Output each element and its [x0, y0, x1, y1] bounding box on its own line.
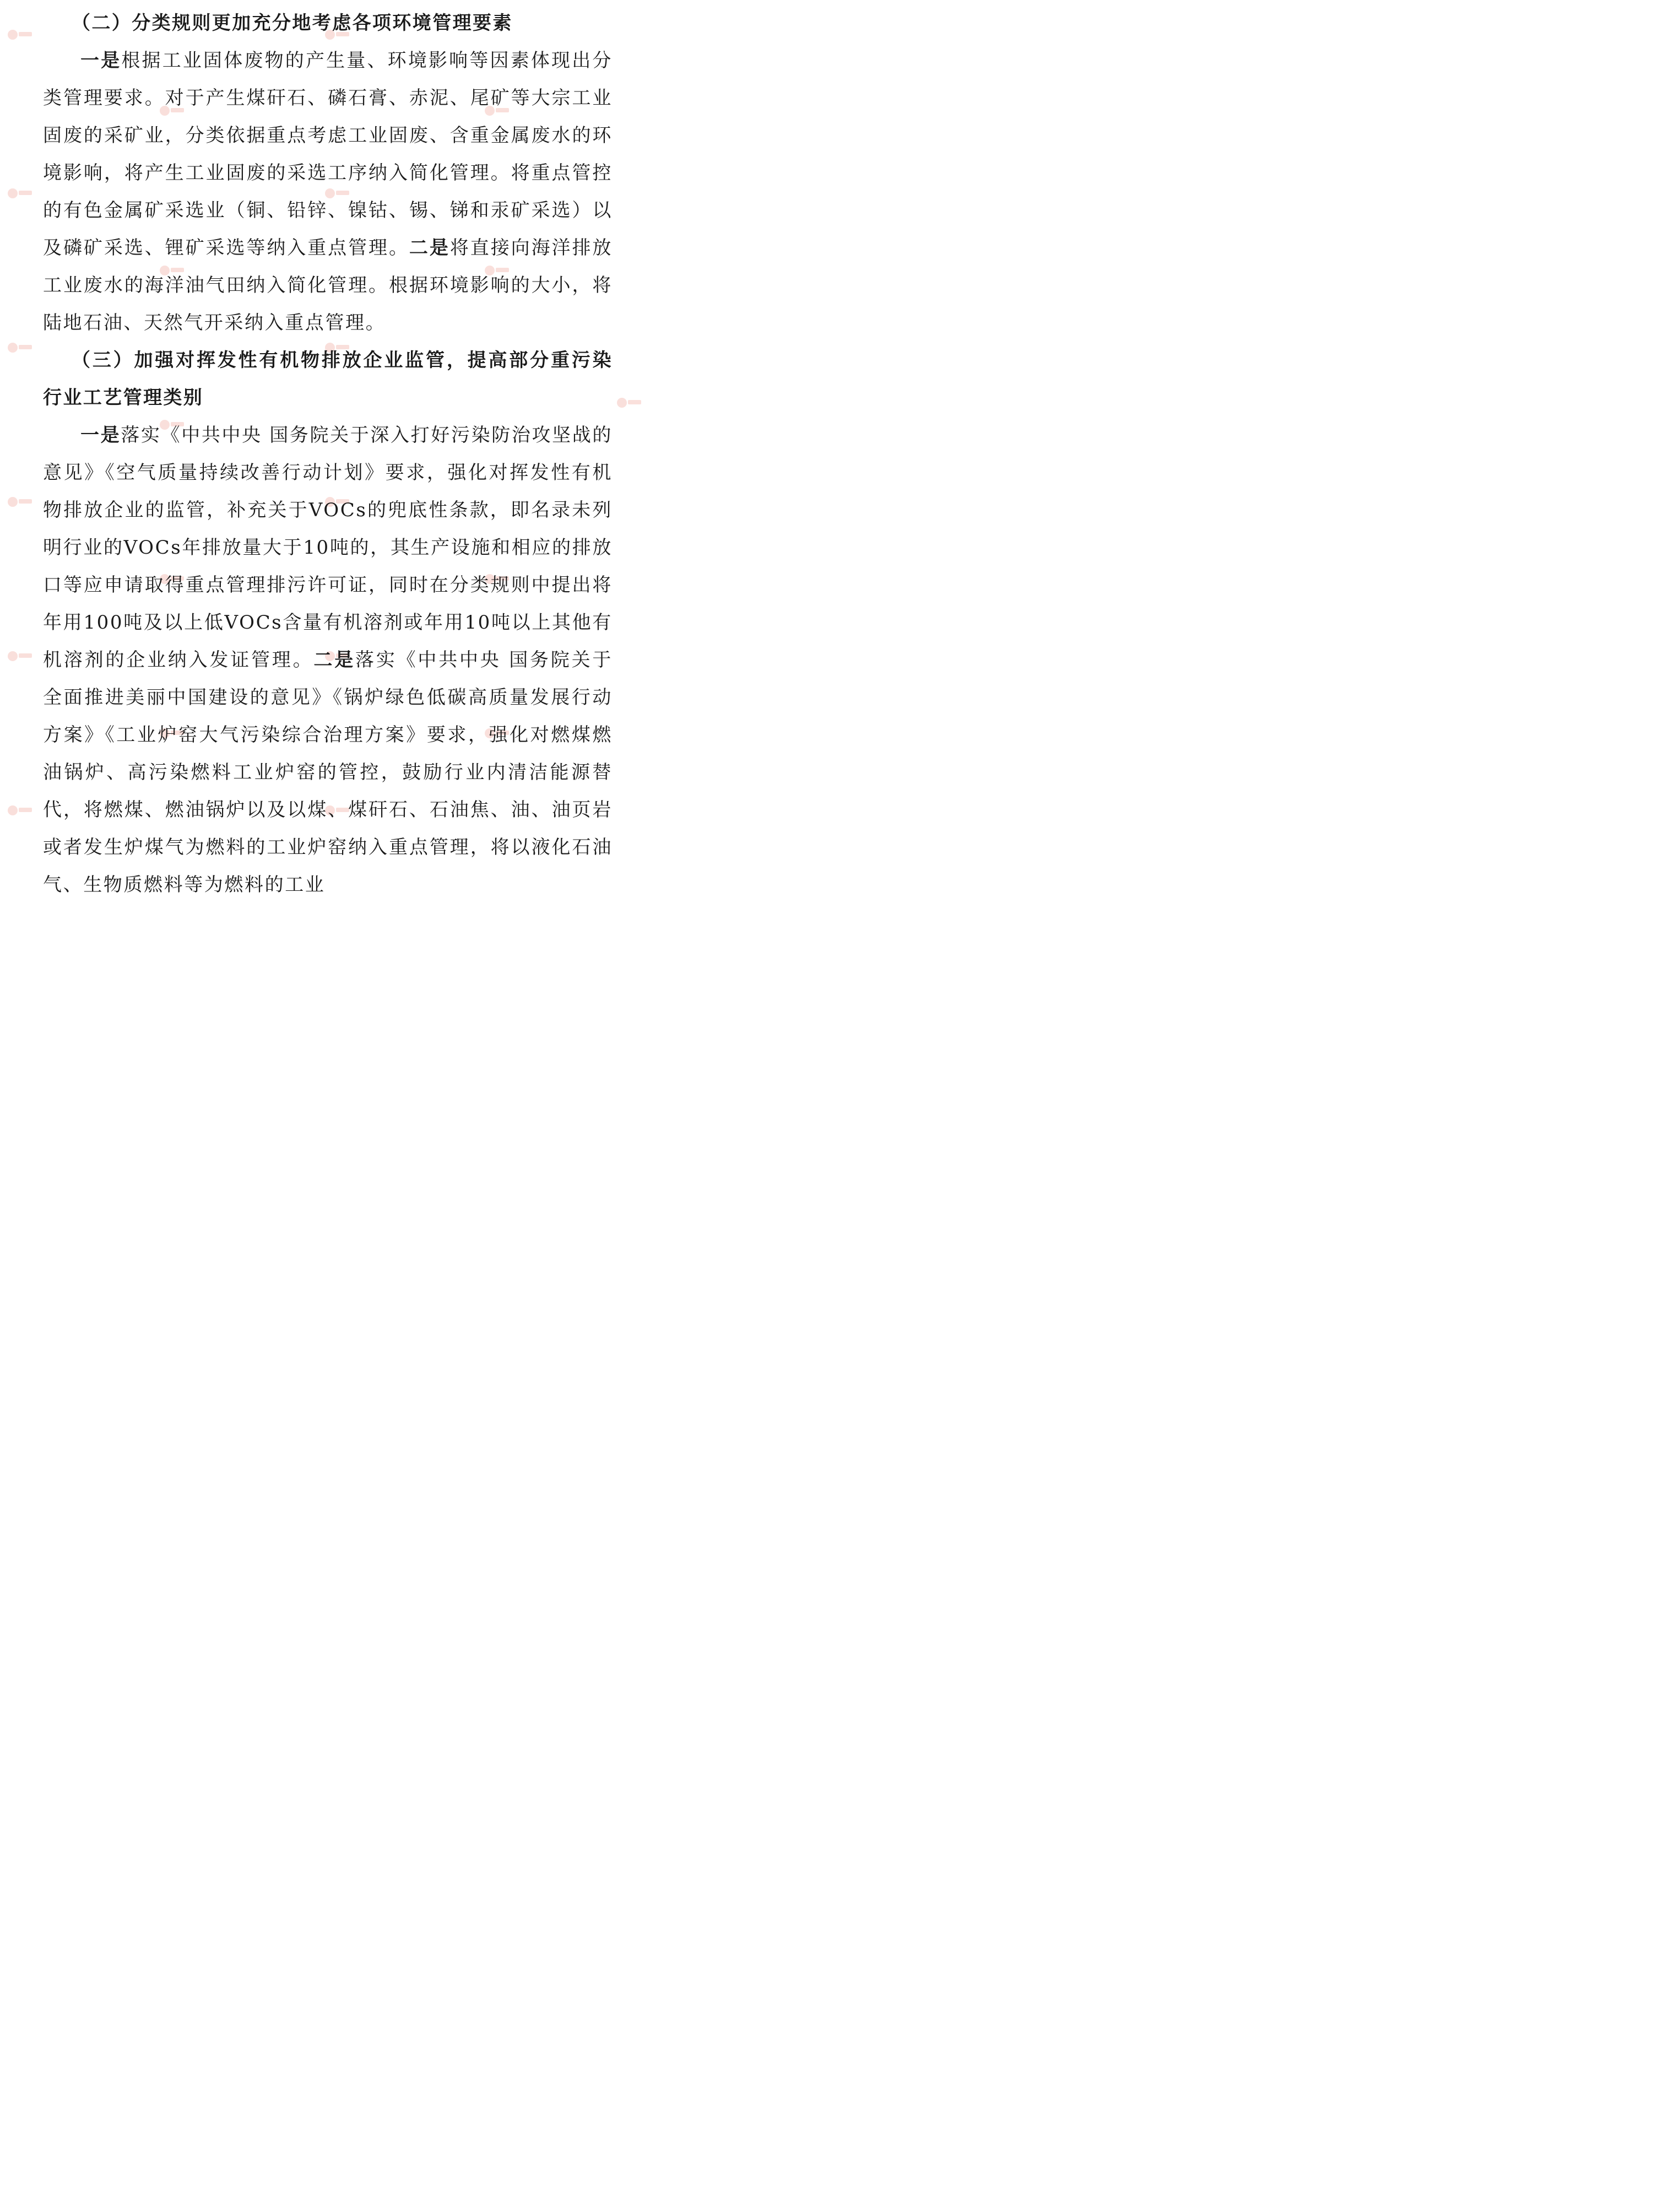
- paragraph-section-3: [43, 417, 613, 904]
- paragraph-text: 落实《中共中央 国务院关于全面推进美丽中国建设的意见》《锅炉绿色低碳高质量发展行动方案》《工业炉窑大气污染综合治理方案》要求，强化对燃煤燃油锅炉、高污染燃料工业炉窑的管控，鼓励行业内清洁能源替代，将燃煤、燃油锅炉以及以煤、煤矸石、石油焦、油、油页岩或者发生炉煤气为燃料的工业炉窑纳入重点管理，将以液化石油气、生物质燃料等为燃料的工业: [43, 649, 613, 896]
- paragraph-lead-one: 一是: [80, 424, 121, 446]
- watermark-logo-icon: [617, 397, 641, 409]
- watermark-logo-icon: [8, 650, 32, 662]
- watermark-logo-icon: [8, 804, 32, 816]
- document-body: [43, 4, 613, 904]
- watermark-logo-icon: [8, 496, 32, 508]
- watermark-logo-icon: [8, 342, 32, 354]
- section-heading-2: （二）分类规则更加充分地考虑各项环境管理要素: [72, 12, 513, 34]
- document-page: [0, 0, 639, 896]
- paragraph-text: 将直接向海洋排放工业废水的海洋油气田纳入简化管理。根据环境影响的大小，将陆地石油、天然气开采纳入重点管理。: [43, 237, 613, 334]
- watermark-logo-icon: [8, 29, 32, 41]
- paragraph-lead-two: 二是: [409, 237, 450, 259]
- section-heading-3: （三）加强对挥发性有机物排放企业监管，提高部分重污染行业工艺管理类别: [43, 349, 613, 409]
- paragraph-lead-two: 二是: [313, 649, 355, 671]
- paragraph-lead-one: 一是: [80, 50, 122, 72]
- paragraph-text: 落实《中共中央 国务院关于深入打好污染防治攻坚战的意见》《空气质量持续改善行动计划》要求，强化对挥发性有机物排放企业的监管，补充关于VOCs的兜底性条款，即名录未列明行业的VOCs年排放量大于10吨的，其生产设施和相应的排放口等应申请取得重点管理排污许可证，同时在分类规则中提出将年用100吨及以上低VOCs含量有机溶剂或年用10吨以上其他有机溶剂的企业纳入发证管理。: [43, 424, 613, 671]
- paragraph-section-2: [43, 42, 613, 342]
- paragraph-text: 根据工业固体废物的产生量、环境影响等因素体现出分类管理要求。对于产生煤矸石、磷石膏、赤泥、尾矿等大宗工业固废的采矿业，分类依据重点考虑工业固废、含重金属废水的环境影响，将产生工业固废的采选工序纳入简化管理。将重点管控的有色金属矿采选业（铜、铅锌、镍钴、锡、锑和汞矿采选）以及磷矿采选、锂矿采选等纳入重点管理。: [43, 50, 613, 259]
- watermark-logo-icon: [8, 187, 32, 199]
